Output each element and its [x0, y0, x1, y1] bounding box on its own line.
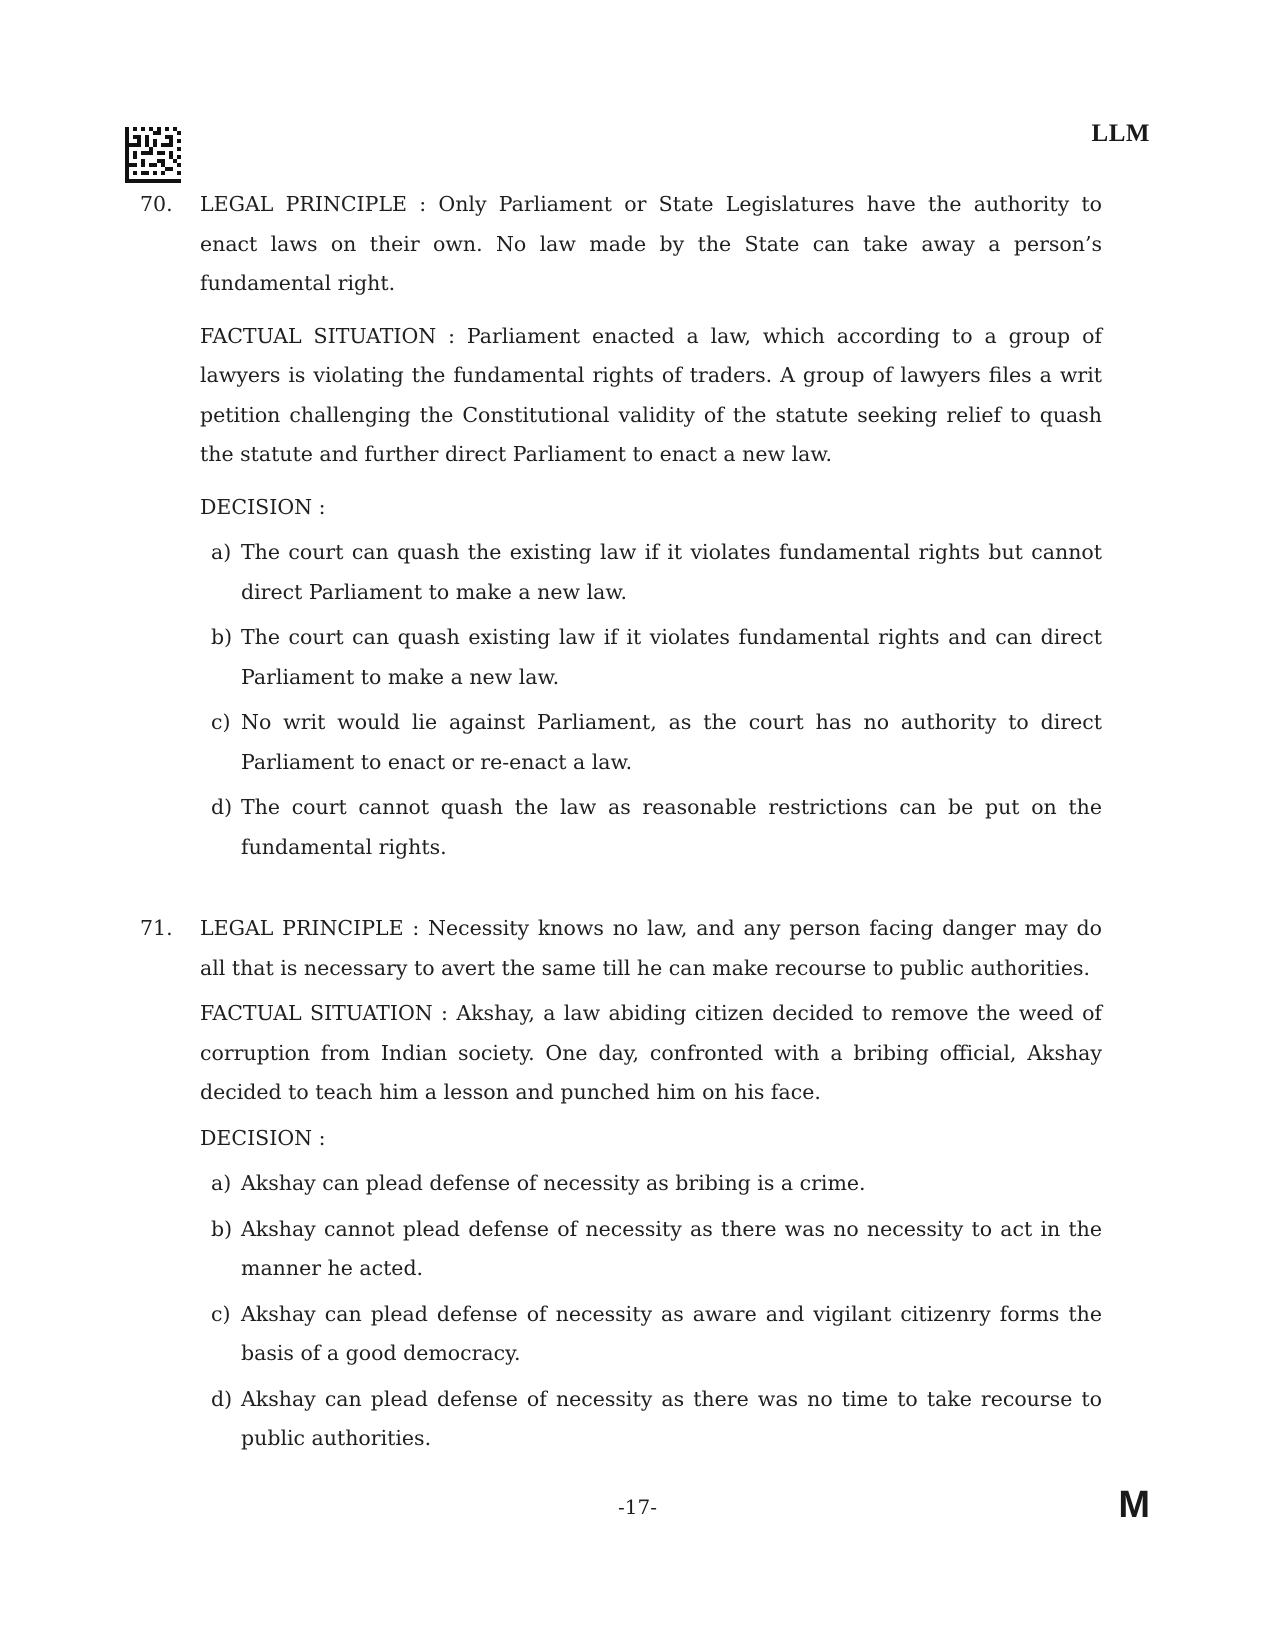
option-text: Akshay can plead defense of necessity as aware and vigilant citizenry forms the basis of a good democracy. [241, 1301, 1102, 1365]
question-71 [137, 909, 1102, 1459]
question-70 [137, 185, 1102, 867]
legal-principle: LEGAL PRINCIPLE : Only Parliament or State Legislatures have the authority to enact laws on their own. No law made by the State can take away a person’s fundamental right. [200, 192, 1102, 295]
question-number: 71. [140, 916, 173, 940]
option-letter: c) [211, 1301, 231, 1326]
option-d [200, 1380, 1102, 1459]
decision-label: DECISION : [200, 494, 326, 519]
question-number: 70. [140, 192, 173, 216]
option-text: The court cannot quash the law as reasonable restrictions can be put on the fundamental rights. [241, 795, 1102, 859]
option-text: Akshay can plead defense of necessity as bribing is a crime. [241, 1171, 866, 1195]
decision-label: DECISION : [200, 1125, 326, 1150]
option-letter: d) [211, 1386, 233, 1411]
option-c [200, 703, 1102, 782]
legal-principle: LEGAL PRINCIPLE : Necessity knows no law, and any person facing danger may do all that is necessary to avert the same till he can make recourse to public authorities. [200, 916, 1102, 980]
option-text: No writ would lie against Parliament, as the court has no authority to direct Parliament to enact or re-enact a law. [241, 710, 1102, 774]
page-number: -17- [618, 1495, 657, 1519]
option-b [200, 618, 1102, 697]
option-a [200, 1164, 1102, 1204]
option-letter: b) [211, 625, 233, 649]
exam-code: LLM [1091, 120, 1150, 147]
option-b [200, 1210, 1102, 1289]
options-list [200, 533, 1102, 867]
option-text: The court can quash existing law if it violates fundamental rights and can direct Parliament to make a new law. [241, 625, 1102, 689]
page-content [137, 185, 1102, 1465]
option-d [200, 788, 1102, 867]
option-c [200, 1295, 1102, 1374]
option-letter: a) [211, 1171, 232, 1195]
option-text: Akshay can plead defense of necessity as there was no time to take recourse to public authorities. [241, 1386, 1102, 1450]
option-letter: c) [211, 710, 231, 734]
option-letter: d) [211, 795, 233, 819]
series-code: M [1118, 1484, 1150, 1526]
option-a [200, 533, 1102, 612]
factual-situation: FACTUAL SITUATION : Akshay, a law abiding citizen decided to remove the weed of corruption from Indian society. One day, confronted with a bribing official, Akshay decided to teach him a lesson and punched him on his face. [200, 1001, 1102, 1104]
option-text: Akshay cannot plead defense of necessity as there was no necessity to act in the manner he acted. [241, 1216, 1102, 1280]
option-letter: a) [211, 540, 232, 564]
option-text: The court can quash the existing law if it violates fundamental rights but cannot direct Parliament to make a new law. [241, 540, 1102, 604]
datamatrix-code-icon [125, 127, 181, 183]
option-letter: b) [211, 1216, 233, 1241]
options-list [200, 1164, 1102, 1459]
factual-situation: FACTUAL SITUATION : Parliament enacted a law, which according to a group of lawyers is violating the fundamental rights of traders. A group of lawyers files a writ petition challenging the Constitutional validity of the statute seeking relief to quash the statute and further direct Parliament to enact a new law. [200, 323, 1102, 466]
